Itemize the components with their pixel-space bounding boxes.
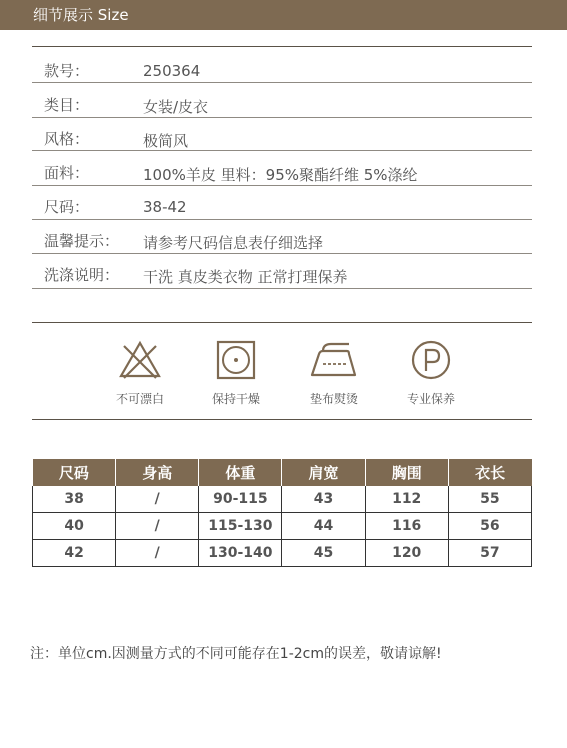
divider [32, 419, 532, 420]
table-cell: / [116, 513, 199, 540]
table-cell: 112 [365, 486, 448, 513]
table-cell: 38 [33, 486, 116, 513]
detail-label-category: 类目： [44, 96, 90, 114]
section-header [0, 0, 567, 30]
table-header: 身高 [116, 459, 199, 486]
care-item-no-bleach [100, 340, 180, 407]
detail-label-washing: 洗涤说明： [44, 266, 120, 284]
detail-label-size: 尺码： [44, 198, 90, 216]
table-cell: 90-115 [199, 486, 282, 513]
care-label: 保持干燥 [211, 392, 260, 406]
table-cell: 40 [33, 513, 116, 540]
detail-value-style-number: 250364 [143, 62, 201, 80]
table-header: 尺码 [33, 459, 116, 486]
table-cell: 44 [282, 513, 365, 540]
detail-value-fabric: 100%羊皮 里料：95%聚酯纤维 5%涤纶 [143, 166, 418, 184]
table-cell: 45 [282, 540, 365, 567]
size-table [32, 459, 532, 567]
measurement-note: 注：单位cm.因测量方式的不同可能存在1-2cm的误差，敬请谅解! [30, 646, 442, 662]
detail-label-tip: 温馨提示： [44, 232, 120, 250]
care-item-keep-dry [196, 340, 276, 407]
divider [32, 253, 532, 254]
detail-value-washing: 干洗 真皮类衣物 正常打理保养 [143, 268, 348, 286]
detail-value-size: 38-42 [143, 198, 187, 216]
detail-label-style: 风格： [44, 130, 90, 148]
table-row [33, 513, 532, 540]
table-row [33, 486, 532, 513]
table-cell: 43 [282, 486, 365, 513]
care-label: 垫布熨烫 [309, 392, 358, 406]
table-cell: 57 [448, 540, 531, 567]
table-cell: 120 [365, 540, 448, 567]
table-cell: 42 [33, 540, 116, 567]
table-cell: / [116, 540, 199, 567]
divider [32, 219, 532, 220]
table-header: 胸围 [365, 459, 448, 486]
detail-label-style-number: 款号： [44, 62, 90, 80]
care-label: 专业保养 [406, 392, 455, 406]
table-cell: / [116, 486, 199, 513]
table-cell: 56 [448, 513, 531, 540]
table-cell: 115-130 [199, 513, 282, 540]
table-header: 衣长 [448, 459, 531, 486]
section-title: 细节展示 Size [33, 6, 129, 24]
table-cell: 130-140 [199, 540, 282, 567]
dry-icon [214, 340, 258, 380]
detail-value-style: 极简风 [143, 132, 189, 150]
table-row [33, 540, 532, 567]
divider [32, 117, 532, 118]
table-cell: 116 [365, 513, 448, 540]
no-bleach-icon [118, 340, 162, 380]
table-header: 体重 [199, 459, 282, 486]
care-item-professional [391, 340, 471, 407]
detail-value-category: 女装/皮衣 [143, 98, 209, 116]
divider [32, 150, 532, 151]
care-item-iron [294, 340, 374, 407]
table-cell: 55 [448, 486, 531, 513]
divider [32, 322, 532, 323]
care-label: 不可漂白 [115, 392, 164, 406]
table-header: 肩宽 [282, 459, 365, 486]
table-header-row [33, 459, 532, 486]
detail-label-fabric: 面料： [44, 164, 90, 182]
divider [32, 185, 532, 186]
divider [32, 46, 532, 47]
detail-value-tip: 请参考尺码信息表仔细选择 [143, 234, 324, 252]
iron-icon [309, 340, 359, 380]
divider [32, 288, 532, 289]
professional-care-icon [409, 340, 453, 380]
divider [32, 82, 532, 83]
